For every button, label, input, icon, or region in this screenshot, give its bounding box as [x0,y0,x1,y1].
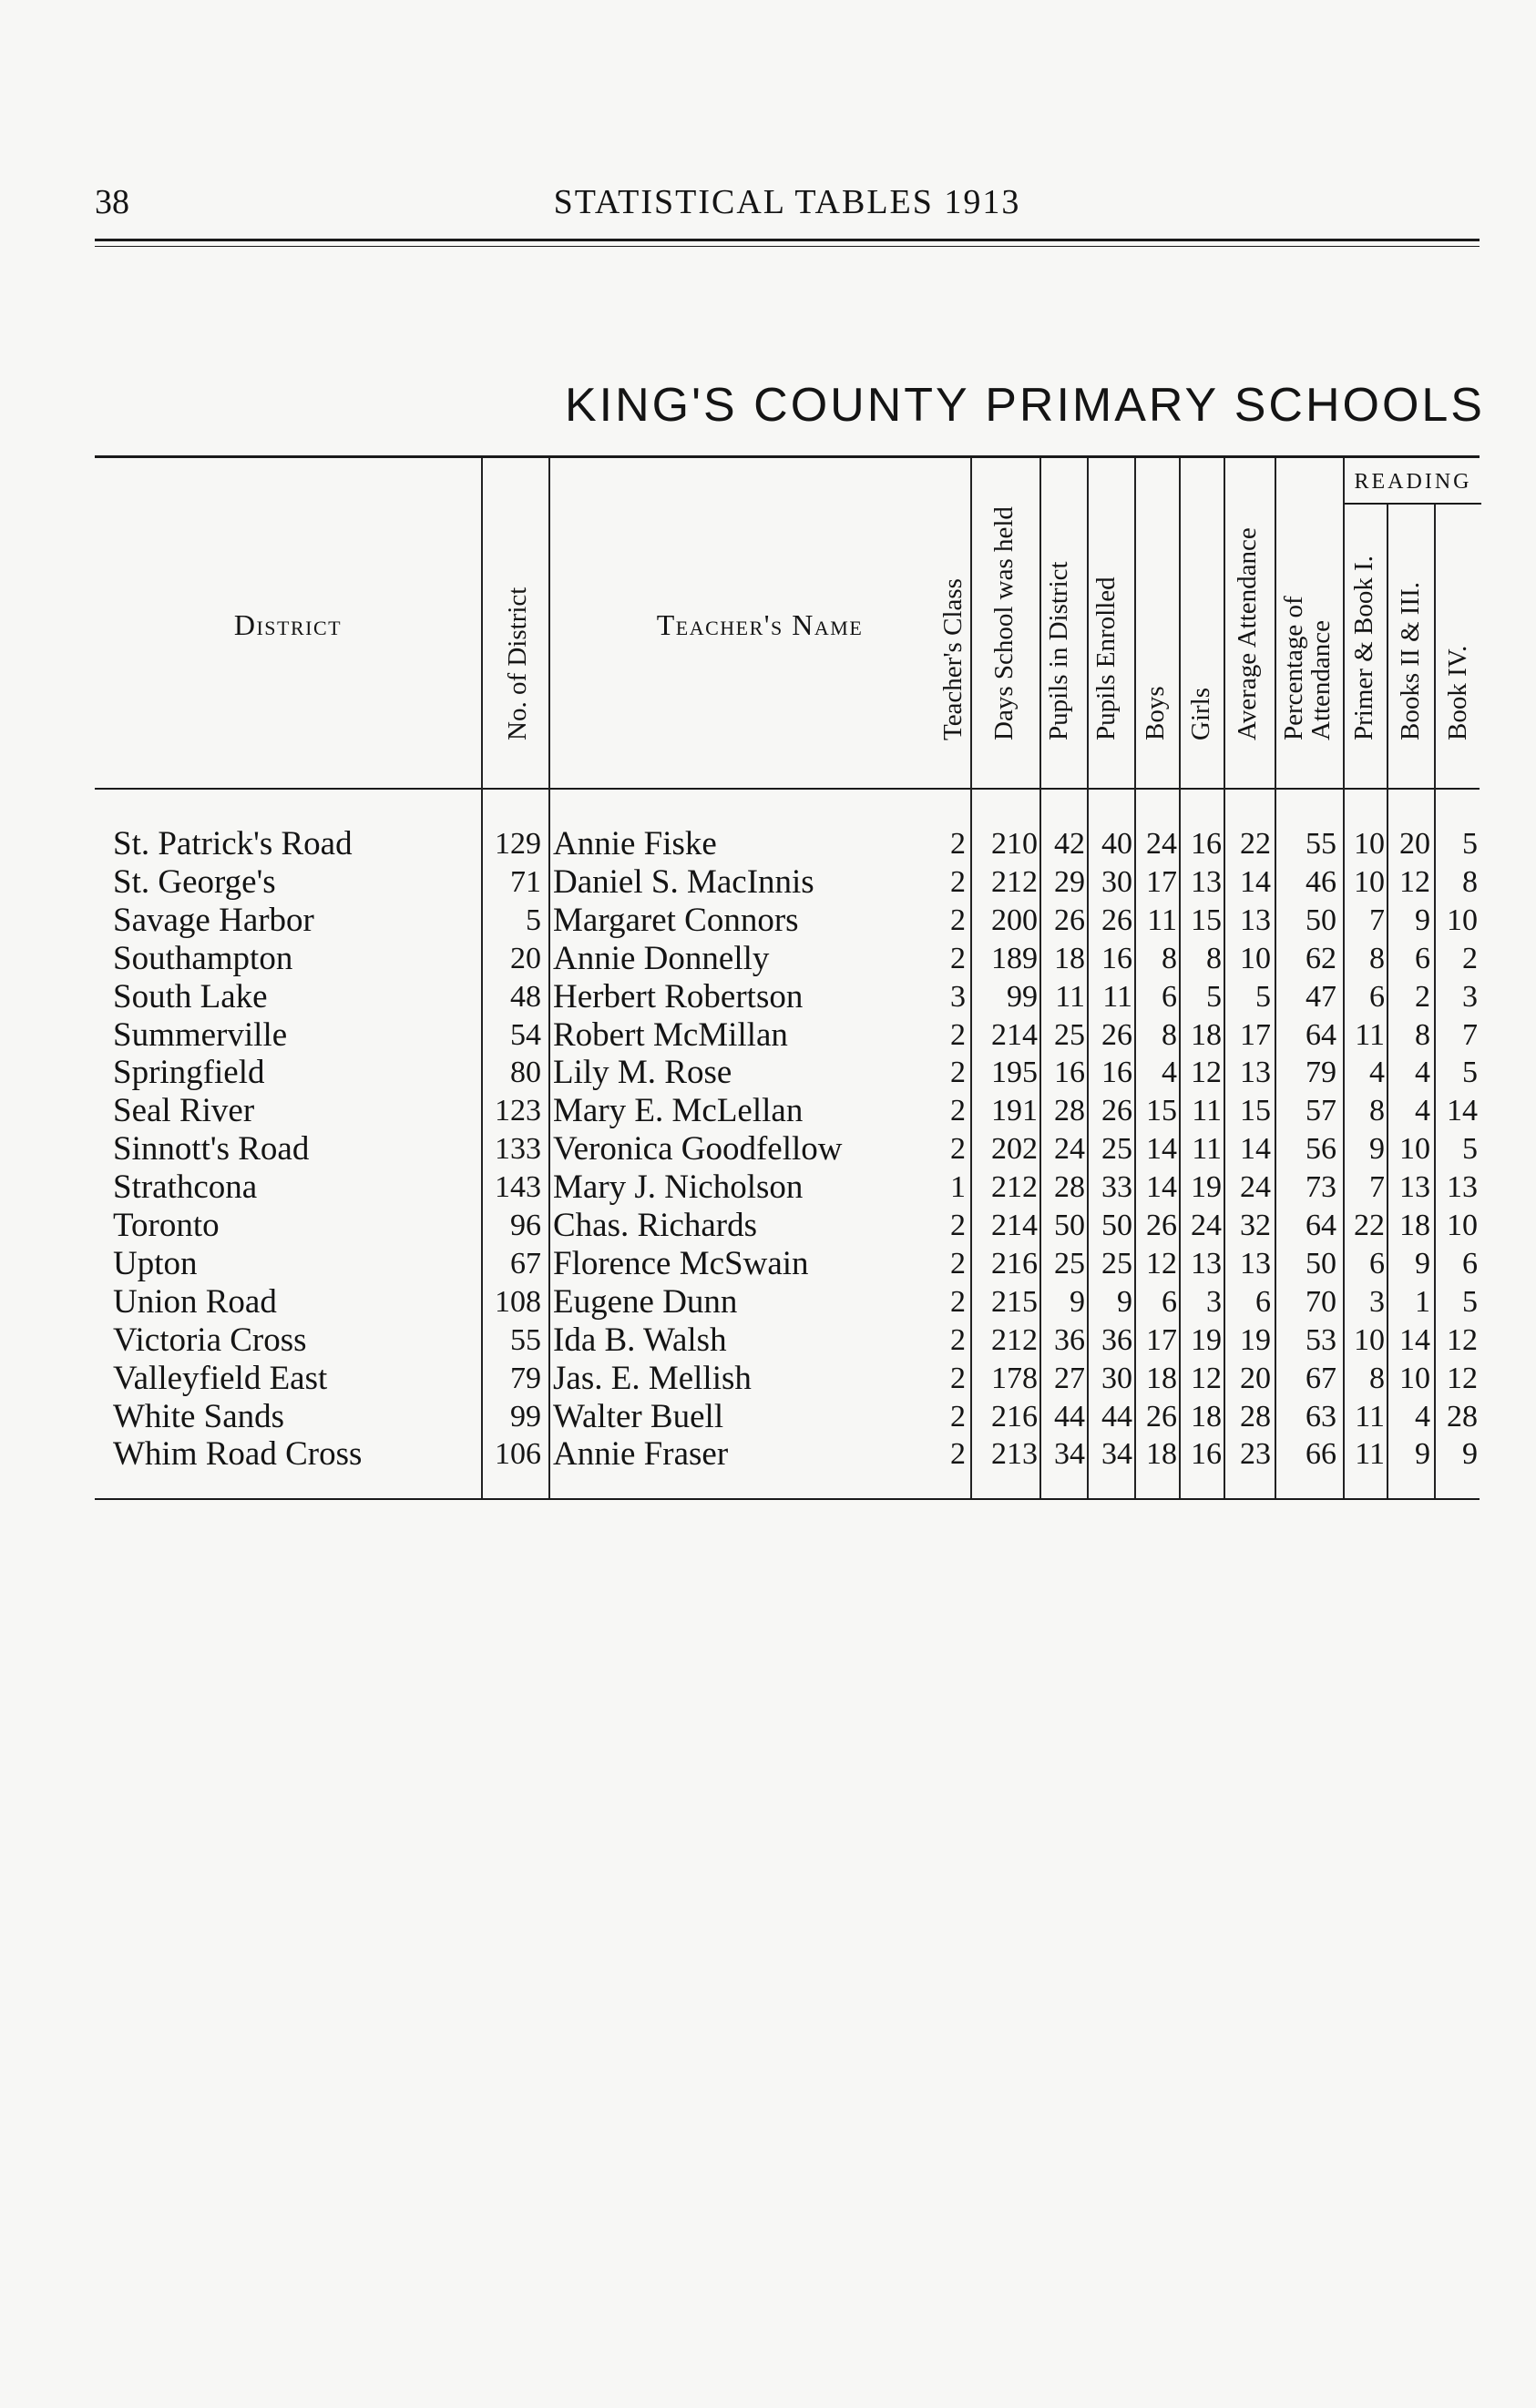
cell-percentage-attendance: 79 [1306,1056,1336,1090]
cell-teachers-class: 2 [950,827,966,861]
page-number: 38 [95,183,129,221]
cell-days-school-held: 210 [991,827,1038,861]
cell-girls: 11 [1192,1132,1222,1167]
cell-teachers-class: 2 [950,1132,966,1167]
cell-days-school-held: 99 [1007,979,1038,1014]
cell-book-4: 9 [1462,1437,1478,1472]
table-title: KING'S COUNTY PRIMARY SCHOOLS [564,379,1485,432]
cell-primer-book1: 10 [1354,827,1385,861]
cell-average-attendance: 14 [1240,1132,1271,1167]
cell-boys: 24 [1146,827,1177,861]
cell-girls: 13 [1191,1246,1222,1281]
cell-boys: 15 [1146,1094,1177,1128]
cell-pupils-enrolled: 33 [1101,1170,1132,1205]
cell-teachers-class: 2 [950,1284,966,1319]
cell-primer-book1: 22 [1354,1209,1385,1242]
cell-books-2-3: 4 [1415,1056,1430,1090]
cell-district: Union Road [113,1282,277,1321]
cell-pupils-enrolled: 11 [1102,979,1132,1014]
cell-book-4: 12 [1447,1361,1478,1395]
cell-boys: 11 [1147,903,1177,937]
table-row [0,1435,1536,1474]
cell-percentage-attendance: 46 [1306,864,1336,899]
cell-teacher-name: Walter Buell [553,1397,724,1435]
cell-days-school-held: 212 [991,1322,1038,1357]
cell-girls: 16 [1191,827,1222,861]
table-row [0,1321,1536,1360]
cell-book-4: 2 [1462,941,1478,975]
cell-books-2-3: 4 [1415,1399,1430,1434]
cell-district: Valleyfield East [113,1359,328,1397]
cell-primer-book1: 7 [1369,1170,1385,1205]
cell-girls: 12 [1191,1361,1222,1395]
cell-pupils-in-district: 36 [1054,1322,1085,1357]
cell-no-of-district: 96 [510,1209,541,1242]
cell-district: Summerville [113,1015,288,1054]
table-top-rule [95,455,1480,458]
cell-pupils-in-district: 42 [1054,827,1085,861]
cell-book-4: 5 [1462,1056,1478,1090]
cell-books-2-3: 4 [1415,1094,1430,1128]
cell-girls: 3 [1206,1284,1222,1319]
cell-books-2-3: 2 [1415,979,1430,1014]
cell-teachers-class: 2 [950,1246,966,1281]
cell-no-of-district: 106 [495,1437,541,1472]
cell-book-4: 14 [1447,1094,1478,1128]
cell-boys: 14 [1146,1132,1177,1167]
cell-books-2-3: 9 [1415,1437,1430,1472]
cell-books-2-3: 12 [1399,864,1430,899]
cell-district: Seal River [113,1092,255,1130]
cell-books-2-3: 13 [1399,1170,1430,1205]
cell-teachers-class: 2 [950,1322,966,1357]
cell-girls: 19 [1191,1170,1222,1205]
cell-percentage-attendance: 62 [1306,941,1336,975]
cell-days-school-held: 202 [991,1132,1038,1167]
table-row [0,1360,1536,1398]
table-row [0,1092,1536,1130]
cell-primer-book1: 8 [1369,1361,1385,1395]
cell-no-of-district: 79 [510,1361,541,1395]
table-row [0,978,1536,1016]
header-rule-bottom [95,246,1480,247]
cell-pupils-enrolled: 26 [1101,1094,1132,1128]
table-row [0,1130,1536,1168]
cell-teacher-name: Lily M. Rose [553,1054,732,1092]
cell-pupils-enrolled: 30 [1101,864,1132,899]
cell-district: Toronto [113,1207,220,1244]
cell-teachers-class: 2 [950,1017,966,1052]
cell-boys: 14 [1146,1170,1177,1205]
table-row [0,1245,1536,1283]
cell-teacher-name: Margaret Connors [553,901,799,939]
cell-percentage-attendance: 73 [1306,1170,1336,1205]
cell-teacher-name: Robert McMillan [553,1015,788,1054]
cell-girls: 11 [1192,1094,1222,1128]
cell-book-4: 13 [1447,1170,1478,1205]
table-row [0,825,1536,863]
cell-percentage-attendance: 50 [1306,903,1336,937]
cell-boys: 26 [1146,1399,1177,1434]
cell-pupils-in-district: 9 [1070,1284,1085,1319]
cell-average-attendance: 10 [1240,941,1271,975]
cell-no-of-district: 71 [510,864,541,899]
cell-pupils-in-district: 25 [1054,1017,1085,1052]
cell-teachers-class: 3 [950,979,966,1014]
cell-days-school-held: 200 [991,903,1038,937]
cell-book-4: 28 [1447,1399,1478,1434]
cell-girls: 18 [1191,1399,1222,1434]
cell-teacher-name: Chas. Richards [553,1207,758,1244]
cell-percentage-attendance: 64 [1306,1017,1336,1052]
cell-pupils-in-district: 28 [1054,1170,1085,1205]
header-rule-top [95,239,1480,241]
cell-average-attendance: 17 [1240,1017,1271,1052]
cell-average-attendance: 19 [1240,1322,1271,1357]
cell-pupils-enrolled: 26 [1101,1017,1132,1052]
table-row [0,1054,1536,1092]
cell-teachers-class: 2 [950,1209,966,1242]
cell-teacher-name: Mary E. McLellan [553,1092,804,1130]
cell-district: St. George's [113,862,276,901]
header-district-label: District [233,608,343,641]
cell-average-attendance: 22 [1240,827,1271,861]
cell-girls: 13 [1191,864,1222,899]
cell-percentage-attendance: 50 [1306,1246,1336,1281]
cell-no-of-district: 55 [510,1322,541,1357]
cell-percentage-attendance: 47 [1306,979,1336,1014]
cell-girls: 16 [1191,1437,1222,1472]
cell-boys: 12 [1146,1246,1177,1281]
cell-books-2-3: 9 [1415,1246,1430,1281]
cell-books-2-3: 20 [1399,827,1430,861]
cell-primer-book1: 9 [1369,1132,1385,1167]
cell-books-2-3: 1 [1415,1284,1430,1319]
cell-primer-book1: 11 [1355,1437,1385,1472]
cell-no-of-district: 123 [495,1094,541,1128]
cell-days-school-held: 213 [991,1437,1038,1472]
cell-district: Southampton [113,939,293,977]
cell-average-attendance: 15 [1240,1094,1271,1128]
cell-book-4: 5 [1462,1132,1478,1167]
cell-girls: 15 [1191,903,1222,937]
cell-book-4: 8 [1462,864,1478,899]
table-row [0,902,1536,940]
cell-average-attendance: 13 [1240,903,1271,937]
cell-pupils-enrolled: 44 [1101,1399,1132,1434]
cell-primer-book1: 4 [1369,1056,1385,1090]
header-district [95,608,481,642]
table-row [0,1283,1536,1321]
cell-district: Savage Harbor [113,901,314,939]
cell-teachers-class: 2 [950,1094,966,1128]
cell-percentage-attendance: 66 [1306,1437,1336,1472]
page-header [95,182,1480,237]
cell-district: South Lake [113,977,268,1015]
cell-book-4: 7 [1462,1017,1478,1052]
cell-days-school-held: 195 [991,1056,1038,1090]
cell-district: Strathcona [113,1168,258,1207]
cell-book-4: 5 [1462,1284,1478,1319]
cell-days-school-held: 191 [991,1094,1038,1128]
cell-pupils-in-district: 34 [1054,1437,1085,1472]
cell-book-4: 5 [1462,827,1478,861]
cell-days-school-held: 214 [991,1017,1038,1052]
cell-book-4: 10 [1447,1209,1478,1242]
cell-average-attendance: 6 [1255,1284,1271,1319]
cell-days-school-held: 212 [991,864,1038,899]
cell-pupils-enrolled: 25 [1101,1132,1132,1167]
cell-no-of-district: 54 [510,1017,541,1052]
cell-teacher-name: Eugene Dunn [553,1282,738,1321]
table-bottom-rule [95,1498,1480,1500]
cell-district: St. Patrick's Road [113,825,353,862]
header-bottom-rule [95,788,1480,790]
cell-boys: 18 [1146,1361,1177,1395]
cell-no-of-district: 48 [510,979,541,1014]
cell-girls: 5 [1206,979,1222,1014]
table-row [0,940,1536,978]
cell-average-attendance: 13 [1240,1056,1271,1090]
cell-books-2-3: 10 [1399,1361,1430,1395]
cell-books-2-3: 10 [1399,1132,1430,1167]
cell-pupils-enrolled: 36 [1101,1322,1132,1357]
cell-primer-book1: 10 [1354,864,1385,899]
cell-teacher-name: Daniel S. MacInnis [553,862,814,901]
cell-pupils-in-district: 24 [1054,1132,1085,1167]
cell-teacher-name: Annie Fraser [553,1435,729,1474]
cell-girls: 12 [1191,1056,1222,1090]
cell-boys: 4 [1162,1056,1177,1090]
cell-pupils-in-district: 25 [1054,1246,1085,1281]
cell-percentage-attendance: 53 [1306,1322,1336,1357]
cell-boys: 6 [1162,979,1177,1014]
cell-teacher-name: Mary J. Nicholson [553,1168,804,1207]
cell-average-attendance: 24 [1240,1170,1271,1205]
running-title: STATISTICAL TABLES 1913 [553,183,1021,221]
cell-no-of-district: 108 [495,1284,541,1319]
header-reading-group: READING [1354,470,1472,494]
cell-primer-book1: 6 [1369,1246,1385,1281]
cell-district: White Sands [113,1397,285,1435]
cell-percentage-attendance: 55 [1306,827,1336,861]
cell-teacher-name: Florence McSwain [553,1244,809,1282]
cell-average-attendance: 32 [1240,1209,1271,1242]
cell-no-of-district: 133 [495,1132,541,1167]
cell-book-4: 6 [1462,1246,1478,1281]
cell-boys: 18 [1146,1437,1177,1472]
cell-pupils-enrolled: 25 [1101,1246,1132,1281]
cell-pupils-enrolled: 16 [1101,941,1132,975]
cell-average-attendance: 23 [1240,1437,1271,1472]
cell-no-of-district: 20 [510,941,541,975]
cell-pupils-in-district: 44 [1054,1399,1085,1434]
cell-teacher-name: Veronica Goodfellow [553,1130,843,1168]
cell-days-school-held: 216 [991,1399,1038,1434]
cell-pupils-enrolled: 34 [1101,1437,1132,1472]
cell-pupils-in-district: 29 [1054,864,1085,899]
cell-girls: 19 [1191,1322,1222,1357]
cell-percentage-attendance: 64 [1306,1209,1336,1242]
cell-pupils-in-district: 50 [1054,1209,1085,1242]
cell-primer-book1: 7 [1369,903,1385,937]
header-teacher-name [550,608,969,642]
cell-pupils-in-district: 28 [1054,1094,1085,1128]
cell-teachers-class: 2 [950,1399,966,1434]
cell-teachers-class: 2 [950,903,966,937]
header-teacher-label: Teacher's Name [656,608,864,641]
cell-teacher-name: Ida B. Walsh [553,1321,727,1359]
cell-days-school-held: 178 [991,1361,1038,1395]
reading-group-rule [1343,503,1481,505]
cell-days-school-held: 212 [991,1170,1038,1205]
cell-girls: 18 [1191,1017,1222,1052]
cell-district: Springfield [113,1054,265,1092]
cell-pupils-enrolled: 9 [1117,1284,1132,1319]
cell-books-2-3: 9 [1415,903,1430,937]
cell-books-2-3: 8 [1415,1017,1430,1052]
cell-pupils-in-district: 26 [1054,903,1085,937]
cell-district: Victoria Cross [113,1321,307,1359]
cell-district: Whim Road Cross [113,1435,363,1474]
cell-no-of-district: 129 [495,827,541,861]
cell-district: Upton [113,1244,198,1282]
cell-teachers-class: 2 [950,941,966,975]
cell-primer-book1: 6 [1369,979,1385,1014]
cell-days-school-held: 214 [991,1209,1038,1242]
cell-book-4: 10 [1447,903,1478,937]
cell-teachers-class: 2 [950,1056,966,1090]
cell-pupils-in-district: 16 [1054,1056,1085,1090]
cell-pupils-enrolled: 50 [1101,1209,1132,1242]
cell-pupils-in-district: 11 [1055,979,1085,1014]
cell-teacher-name: Annie Donnelly [553,939,770,977]
cell-girls: 8 [1206,941,1222,975]
cell-pupils-enrolled: 40 [1101,827,1132,861]
cell-primer-book1: 3 [1369,1284,1385,1319]
cell-no-of-district: 5 [526,903,541,937]
cell-district: Sinnott's Road [113,1130,310,1168]
cell-boys: 6 [1162,1284,1177,1319]
cell-percentage-attendance: 56 [1306,1132,1336,1167]
cell-no-of-district: 67 [510,1246,541,1281]
cell-no-of-district: 80 [510,1056,541,1090]
cell-teacher-name: Jas. E. Mellish [553,1359,752,1397]
cell-average-attendance: 14 [1240,864,1271,899]
cell-pupils-in-district: 27 [1054,1361,1085,1395]
table-row [0,1168,1536,1207]
cell-boys: 17 [1146,1322,1177,1357]
cell-pupils-enrolled: 26 [1101,903,1132,937]
cell-percentage-attendance: 57 [1306,1094,1336,1128]
cell-pupils-in-district: 18 [1054,941,1085,975]
cell-pupils-enrolled: 30 [1101,1361,1132,1395]
cell-teacher-name: Annie Fiske [553,825,717,862]
cell-teachers-class: 2 [950,864,966,899]
cell-books-2-3: 14 [1399,1322,1430,1357]
table-row [0,863,1536,902]
cell-teachers-class: 2 [950,1361,966,1395]
cell-girls: 24 [1191,1209,1222,1242]
cell-boys: 26 [1146,1209,1177,1242]
cell-average-attendance: 28 [1240,1399,1271,1434]
cell-days-school-held: 215 [991,1284,1038,1319]
cell-percentage-attendance: 67 [1306,1361,1336,1395]
cell-days-school-held: 216 [991,1246,1038,1281]
cell-primer-book1: 11 [1355,1017,1385,1052]
table-row [0,1207,1536,1245]
cell-primer-book1: 10 [1354,1322,1385,1357]
cell-boys: 8 [1162,1017,1177,1052]
cell-percentage-attendance: 63 [1306,1399,1336,1434]
cell-teacher-name: Herbert Robertson [553,977,804,1015]
table-row [0,1016,1536,1055]
cell-book-4: 12 [1447,1322,1478,1357]
cell-primer-book1: 8 [1369,1094,1385,1128]
cell-primer-book1: 8 [1369,941,1385,975]
cell-boys: 17 [1146,864,1177,899]
cell-books-2-3: 18 [1399,1209,1430,1242]
cell-boys: 8 [1162,941,1177,975]
cell-primer-book1: 11 [1355,1399,1385,1434]
cell-book-4: 3 [1462,979,1478,1014]
cell-days-school-held: 189 [991,941,1038,975]
cell-teachers-class: 2 [950,1437,966,1472]
cell-books-2-3: 6 [1415,941,1430,975]
cell-percentage-attendance: 70 [1306,1284,1336,1319]
cell-average-attendance: 5 [1255,979,1271,1014]
cell-average-attendance: 13 [1240,1246,1271,1281]
cell-teachers-class: 1 [950,1170,966,1205]
cell-average-attendance: 20 [1240,1361,1271,1395]
cell-no-of-district: 143 [495,1170,541,1205]
table-row [0,1398,1536,1436]
cell-pupils-enrolled: 16 [1101,1056,1132,1090]
cell-no-of-district: 99 [510,1399,541,1434]
